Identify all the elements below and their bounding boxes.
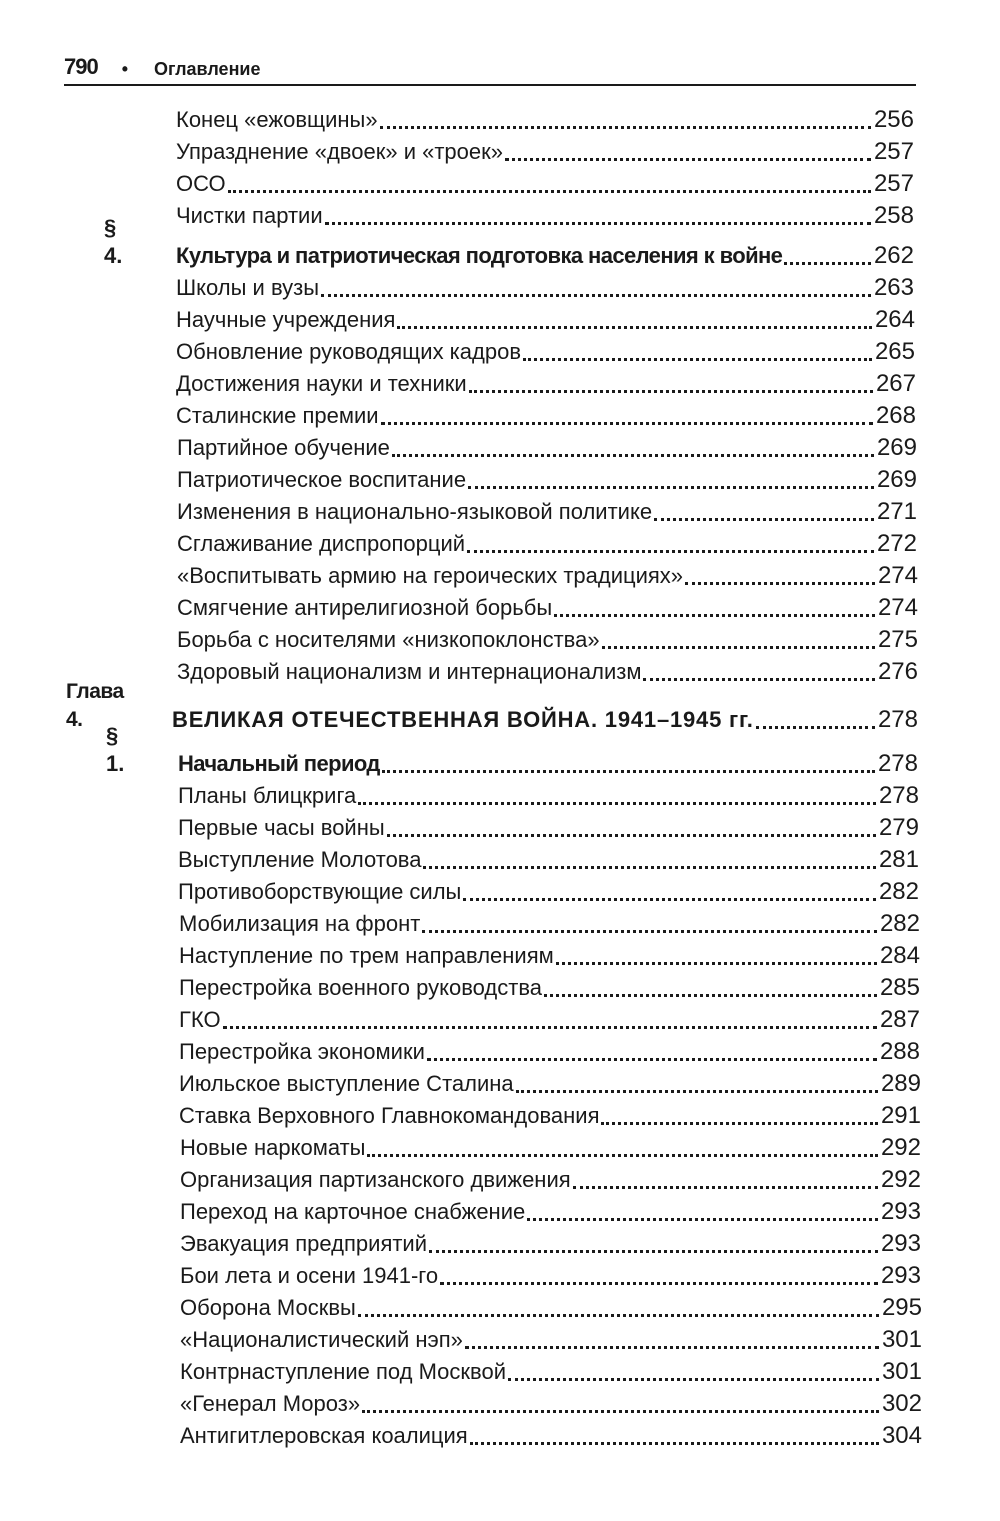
toc-entry-title: «Воспитывать армию на героических традициях» xyxy=(177,563,684,588)
section-number: § 1. xyxy=(106,723,125,776)
dot-leader xyxy=(554,614,875,617)
dot-leader xyxy=(228,190,871,193)
toc-entry[interactable] xyxy=(179,1038,920,1068)
toc-entry[interactable] xyxy=(179,910,920,940)
toc-entry[interactable] xyxy=(176,306,915,336)
toc-entry-title: Патриотическое воспитание xyxy=(177,467,467,492)
toc-entry[interactable] xyxy=(180,1294,922,1324)
toc-entry-title: Достижения науки и техники xyxy=(176,371,467,396)
toc-entry-title: ГКО xyxy=(179,1007,221,1032)
dot-leader xyxy=(325,222,871,225)
toc-entry-title: Планы блицкрига xyxy=(178,783,357,808)
toc-entry-page: 267 xyxy=(875,370,916,397)
toc-entry-page: 271 xyxy=(876,498,917,525)
section-entry[interactable] xyxy=(176,242,914,272)
toc-entry-page: 282 xyxy=(879,910,920,937)
toc-entry[interactable] xyxy=(180,1230,921,1260)
dot-leader xyxy=(643,678,875,681)
toc-entry[interactable] xyxy=(180,1390,922,1420)
toc-entry-title: Перестройка экономики xyxy=(179,1039,425,1064)
toc-entry[interactable] xyxy=(180,1198,921,1228)
dot-leader xyxy=(223,1026,877,1029)
toc-entry[interactable] xyxy=(179,1102,921,1132)
toc-entry[interactable] xyxy=(179,942,920,972)
toc-entry-title: Борьба с носителями «низкопоклонства» xyxy=(177,627,600,652)
toc-entry[interactable] xyxy=(176,106,914,136)
dot-leader xyxy=(362,1410,879,1413)
toc-entry-title: Антигитлеровская коалиция xyxy=(180,1423,468,1448)
header-title: Оглавление xyxy=(154,59,261,79)
chapter-title: ВЕЛИКАЯ ОТЕЧЕСТВЕННАЯ ВОЙНА. 1941–1945 гг. xyxy=(172,707,754,732)
toc-entry-page: 269 xyxy=(876,466,917,493)
toc-entry-page: 288 xyxy=(879,1038,920,1065)
toc-entry-title: Выступление Молотова xyxy=(178,847,422,872)
header-page-number: 790 xyxy=(64,54,98,79)
toc-entry-page: 257 xyxy=(873,170,914,197)
toc-entry-page: 302 xyxy=(881,1390,922,1417)
dot-leader xyxy=(397,326,871,329)
toc-entry[interactable] xyxy=(178,782,919,812)
toc-entry-title: Оборона Москвы xyxy=(180,1295,356,1320)
section-title: Начальный период xyxy=(178,751,380,776)
toc-entry-page: 291 xyxy=(880,1102,921,1129)
dot-leader xyxy=(601,1122,877,1125)
toc-entry-page: 274 xyxy=(877,594,918,621)
toc-entry-page: 293 xyxy=(880,1262,921,1289)
dot-leader xyxy=(527,1218,878,1221)
toc-entry-title: Мобилизация на фронт xyxy=(179,911,421,936)
dot-leader xyxy=(654,518,874,521)
toc-entry-title: Научные учреждения xyxy=(176,307,396,332)
toc-entry-title: Организация партизанского движения xyxy=(180,1167,571,1192)
toc-entry-page: 304 xyxy=(881,1422,922,1449)
toc-entry[interactable] xyxy=(180,1262,921,1292)
toc-entry[interactable] xyxy=(176,338,915,368)
toc-entry[interactable] xyxy=(180,1134,921,1164)
toc-entry[interactable] xyxy=(180,1358,922,1388)
dot-leader xyxy=(422,930,877,933)
toc-entry[interactable] xyxy=(176,202,914,232)
toc-entry-page: 274 xyxy=(877,562,918,589)
dot-leader xyxy=(470,1442,879,1445)
section-number: § 4. xyxy=(104,215,123,268)
chapter-page: 278 xyxy=(877,706,918,733)
toc-entry-page: 264 xyxy=(874,306,915,333)
toc-entry-page: 295 xyxy=(881,1294,922,1321)
chapter-entry[interactable] xyxy=(172,706,918,736)
dot-leader xyxy=(573,1186,878,1189)
dot-leader xyxy=(358,802,876,805)
toc-entry-title: Наступление по трем направлениям xyxy=(179,943,554,968)
toc-entry[interactable] xyxy=(176,170,914,200)
toc-entry-page: 276 xyxy=(877,658,918,685)
dot-leader xyxy=(423,866,875,869)
toc-entry-title: ОСО xyxy=(176,171,226,196)
toc-entry-title: Эвакуация предприятий xyxy=(180,1231,428,1256)
dot-leader xyxy=(463,898,876,901)
dot-leader xyxy=(381,422,873,425)
toc-entry-title: Новые наркоматы xyxy=(180,1135,366,1160)
toc-entry-title: Упразднение «двоек» и «троек» xyxy=(176,139,503,164)
running-head xyxy=(64,52,916,86)
toc-entry-page: 284 xyxy=(879,942,920,969)
toc-entry-page: 301 xyxy=(881,1358,922,1385)
toc-entry-page: 293 xyxy=(880,1198,921,1225)
dot-leader xyxy=(685,582,875,585)
dot-leader xyxy=(756,726,875,729)
dot-leader xyxy=(556,962,877,965)
toc-entry[interactable] xyxy=(177,530,917,560)
toc-entry[interactable] xyxy=(178,814,919,844)
toc-entry-page: 272 xyxy=(876,530,917,557)
toc-entry-page: 269 xyxy=(876,434,917,461)
section-page: 278 xyxy=(877,750,918,777)
toc-entry-page: 263 xyxy=(873,274,914,301)
toc-entry-title: «Националистический нэп» xyxy=(180,1327,463,1352)
toc-entry[interactable] xyxy=(180,1166,921,1196)
dot-leader xyxy=(392,454,874,457)
dot-leader xyxy=(429,1250,878,1253)
toc-entry[interactable] xyxy=(177,594,918,624)
toc-entry-title: Изменения в национально-языковой политике xyxy=(177,499,653,524)
dot-leader xyxy=(516,1090,878,1093)
toc-entry-title: Июльское выступление Сталина xyxy=(179,1071,514,1096)
toc-entry-page: 265 xyxy=(874,338,915,365)
toc-entry-page: 289 xyxy=(880,1070,921,1097)
toc-entry-page: 256 xyxy=(873,106,914,133)
toc-entry-page: 258 xyxy=(873,202,914,229)
dot-leader xyxy=(469,390,873,393)
toc-entry-title: Первые часы войны xyxy=(178,815,385,840)
toc-entry[interactable] xyxy=(179,1006,920,1036)
dot-leader xyxy=(544,994,877,997)
toc-entry-page: 282 xyxy=(878,878,919,905)
toc-entry-title: Бои лета и осени 1941-го xyxy=(180,1263,439,1288)
toc-entry[interactable] xyxy=(176,138,914,168)
dot-leader xyxy=(523,358,872,361)
toc-entry[interactable] xyxy=(177,626,918,656)
toc-entry[interactable] xyxy=(176,274,914,304)
toc-entry[interactable] xyxy=(177,434,917,464)
toc-entry-title: Противоборствующие силы xyxy=(178,879,462,904)
toc-entry[interactable] xyxy=(176,402,916,432)
dot-leader xyxy=(358,1314,879,1317)
toc-entry-page: 275 xyxy=(877,626,918,653)
toc-entry-title: Партийное обучение xyxy=(177,435,390,460)
section-page: 262 xyxy=(873,242,914,269)
toc-entry[interactable] xyxy=(178,846,919,876)
toc-entry-page: 268 xyxy=(875,402,916,429)
toc-entry-page: 279 xyxy=(878,814,919,841)
toc-entry-title: Ставка Верховного Главнокомандования xyxy=(179,1103,600,1128)
toc-entry-page: 292 xyxy=(880,1134,921,1161)
toc-entry[interactable] xyxy=(178,878,919,908)
toc-entry-title: Сталинские премии xyxy=(176,403,379,428)
dot-leader xyxy=(465,1346,879,1349)
toc-entry-page: 301 xyxy=(881,1326,922,1353)
dot-leader xyxy=(602,646,875,649)
chapter-label: Глава 4. xyxy=(66,680,124,731)
toc-entry-title: Чистки партии xyxy=(176,203,323,228)
toc-entry-title: Переход на карточное снабжение xyxy=(180,1199,526,1224)
toc-entry-page: 257 xyxy=(873,138,914,165)
toc-entry-page: 287 xyxy=(879,1006,920,1033)
dot-leader xyxy=(508,1378,879,1381)
toc-entry[interactable] xyxy=(180,1326,922,1356)
dot-leader xyxy=(784,262,871,265)
toc-entry-page: 293 xyxy=(880,1230,921,1257)
toc-entry-title: Сглаживание диспропорций xyxy=(177,531,466,556)
dot-leader xyxy=(321,294,871,297)
toc-entry-title: Конец «ежовщины» xyxy=(176,107,378,132)
toc-entry[interactable] xyxy=(179,974,920,1004)
dot-leader xyxy=(427,1058,877,1061)
section-entry[interactable] xyxy=(178,750,918,780)
toc-entry-title: Здоровый национализм и интернационализм xyxy=(177,659,642,684)
toc-entry-page: 278 xyxy=(878,782,919,809)
section-title: Культура и патриотическая подготовка населения к войне xyxy=(176,243,783,268)
toc-entry-title: «Генерал Мороз» xyxy=(180,1391,361,1416)
toc-entry-title: Смягчение антирелигиозной борьбы xyxy=(177,595,553,620)
dot-leader xyxy=(380,126,871,129)
dot-leader xyxy=(505,158,871,161)
dot-leader xyxy=(467,550,874,553)
toc-entry[interactable] xyxy=(179,1070,921,1100)
dot-leader xyxy=(367,1154,877,1157)
toc-entry-title: Обновление руководящих кадров xyxy=(176,339,522,364)
toc-entry[interactable] xyxy=(177,466,917,496)
toc-entry[interactable] xyxy=(177,562,918,592)
toc-entry[interactable] xyxy=(180,1422,922,1452)
toc-entry[interactable] xyxy=(177,498,917,528)
dot-leader xyxy=(387,834,876,837)
toc-entry-page: 285 xyxy=(879,974,920,1001)
dot-leader xyxy=(440,1282,878,1285)
dot-leader xyxy=(468,486,874,489)
header-bullet: • xyxy=(121,59,129,79)
toc-entry-page: 281 xyxy=(878,846,919,873)
toc-entry-title: Перестройка военного руководства xyxy=(179,975,543,1000)
toc-entry-title: Школы и вузы xyxy=(176,275,320,300)
toc-entry-page: 292 xyxy=(880,1166,921,1193)
toc-entry[interactable] xyxy=(176,370,916,400)
dot-leader xyxy=(382,770,875,773)
toc-entry-title: Контрнаступление под Москвой xyxy=(180,1359,507,1384)
toc-entry[interactable] xyxy=(177,658,918,688)
